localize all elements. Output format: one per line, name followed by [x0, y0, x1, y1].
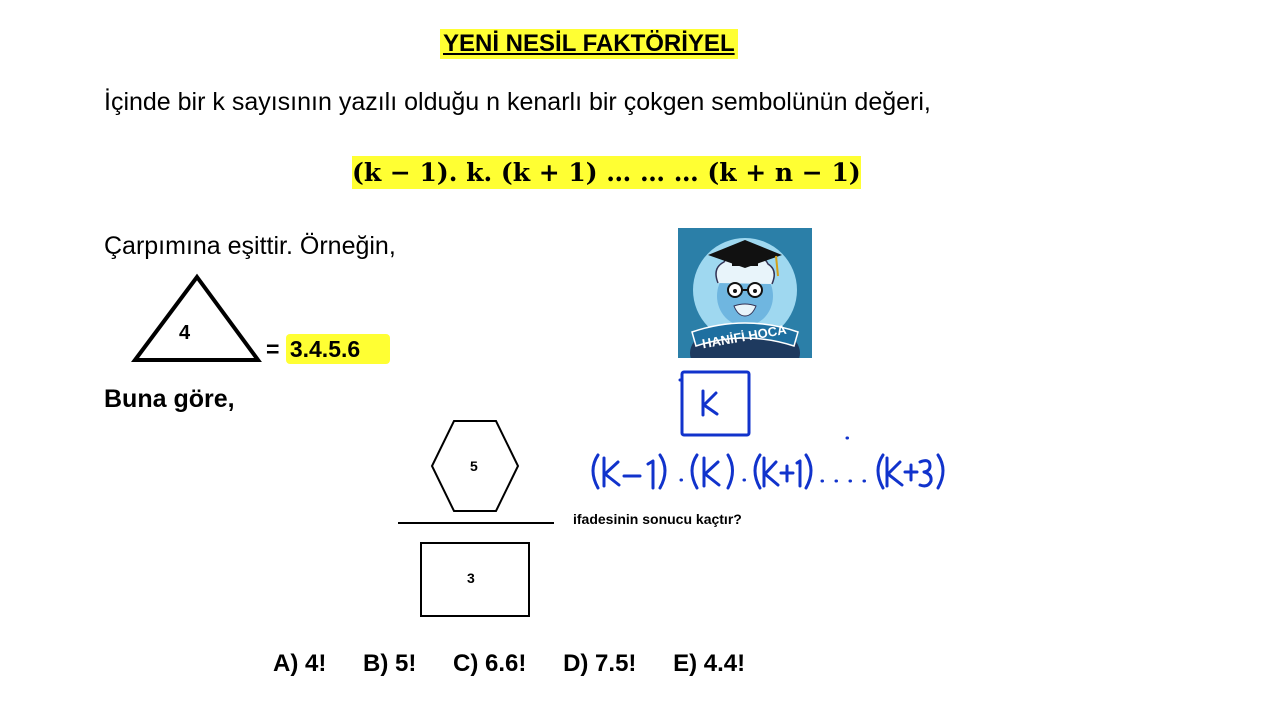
- answer-c[interactable]: C) 6.6!: [453, 650, 527, 677]
- formula-text: (𝐤 − 𝟏). 𝐤. (𝐤 + 𝟏) … … … (𝐤 + 𝐧 − 𝟏): [352, 158, 861, 187]
- question-text: ifadesinin sonucu kaçtır?: [573, 511, 742, 527]
- buna-gore-text: Buna göre,: [104, 385, 235, 413]
- ink-box: [682, 372, 749, 435]
- example-value: 3.4.5.6: [286, 334, 390, 364]
- answer-a[interactable]: A) 4!: [273, 650, 327, 677]
- answer-b[interactable]: B) 5!: [363, 650, 417, 677]
- equals-sign: =: [266, 336, 280, 362]
- rectangle-number: 3: [467, 570, 475, 586]
- answer-d[interactable]: D) 7.5!: [563, 650, 637, 677]
- logo-caption: HANİFİ HOCA: [700, 321, 788, 352]
- answer-e[interactable]: E) 4.4!: [673, 650, 746, 677]
- ink-k: [703, 391, 717, 415]
- hexagon-number: 5: [470, 458, 478, 474]
- intro-text: İçinde bir k sayısının yazılı olduğu n kenarlı bir çokgen sembolünün değeri,: [104, 88, 931, 116]
- triangle-number: 4: [179, 322, 191, 344]
- page-title: YENİ NESİL FAKTÖRİYEL: [440, 29, 738, 59]
- carpim-text: Çarpımına eşittir. Örneğin,: [104, 232, 396, 260]
